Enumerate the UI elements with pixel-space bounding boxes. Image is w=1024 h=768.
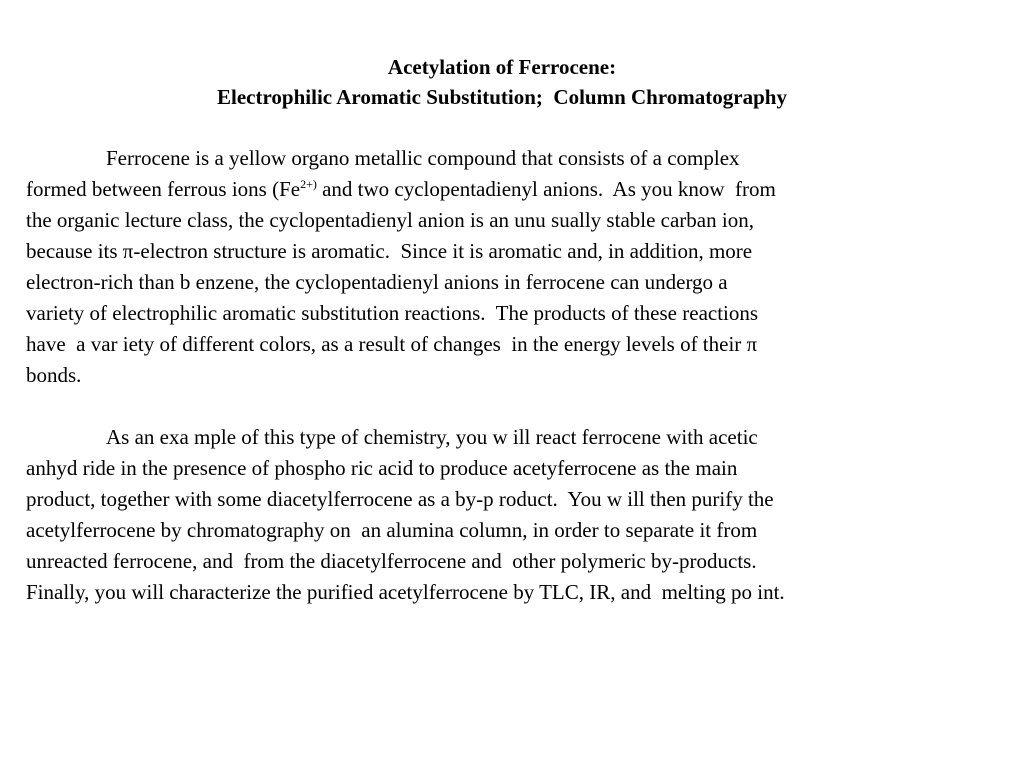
paragraph-line: electron-rich than b enzene, the cyclopentadienyl anions in ferrocene can undergo a [26,270,728,294]
title-line-1: Acetylation of Ferrocene: [387,55,617,79]
paragraph-line [26,174,996,205]
paragraph-line: the organic lecture class, the cyclopentadienyl anion is an unu sually stable carban ion, [26,208,754,232]
paragraph-line: unreacted ferrocene, and from the diacetylferrocene and other polymeric by-products. [26,549,757,573]
paragraph-procedure [26,422,996,608]
paragraph-line: acetylferrocene by chromatography on an alumina column, in order to separate it from [26,518,758,542]
paragraph-line: variety of electrophilic aromatic substitution reactions. The products of these reactions [26,301,759,325]
paragraph-line: product, together with some diacetylferrocene as a by-p roduct. You w ill then purify the [26,487,774,511]
paragraph-line-text: and two cyclopentadienyl anions. As you know from [316,177,776,201]
paragraph-intro [26,143,996,391]
paragraph-line [26,422,996,453]
paragraph-line: Finally, you will characterize the purified acetylferrocene by TLC, IR, and melting po int. [26,580,785,604]
charge-superscript: 2+) [300,177,317,191]
paragraph-line [26,143,996,174]
paragraph-line: because its π-electron structure is aromatic. Since it is aromatic and, in addition, more [26,239,753,263]
title-line-2: Electrophilic Aromatic Substitution; Column Chromatography [217,85,787,109]
paragraph-line: have a var iety of different colors, as a result of changes in the energy levels of their π [26,332,758,356]
document-title [0,52,1004,112]
paragraph-line-text: Ferrocene is a yellow organo metallic compound that consists of a complex [106,146,740,170]
paragraph-line-text: As an exa mple of this type of chemistry, you w ill react ferrocene with acetic [106,425,758,449]
paragraph-line: bonds. [26,363,82,387]
paragraph-line: anhyd ride in the presence of phospho ric acid to produce acetyferrocene as the main [26,456,738,480]
paragraph-line-text: formed between ferrous ions (Fe [26,177,301,201]
